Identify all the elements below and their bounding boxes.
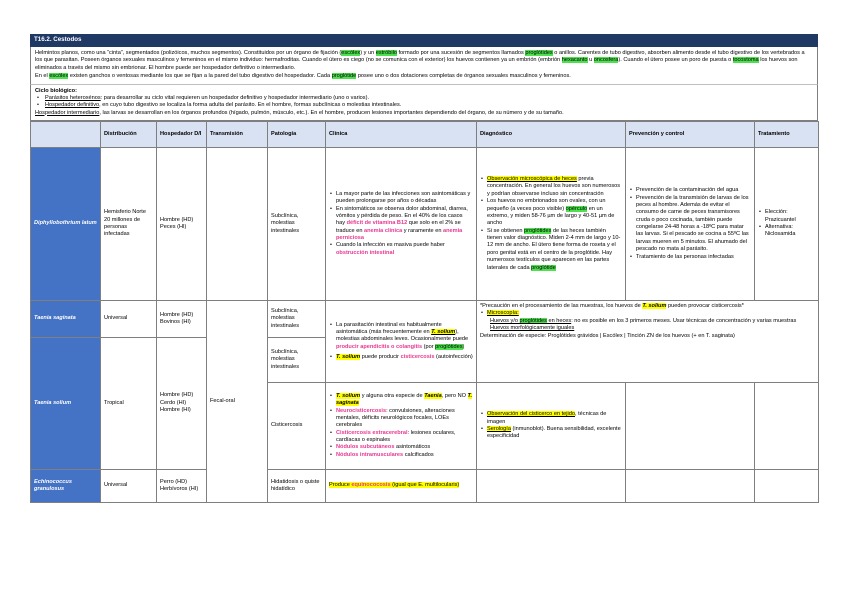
prevencion-item: • Prevención de la contaminación del agua <box>629 187 751 194</box>
species-echinococcus: Echinococcus granulosus <box>31 470 101 503</box>
ciclo-text: , las larvas se desarrollan en los órganos profundos (hígado, pulmón, músculo, etc.). En el hombre, producen lesiones importantes dependiendo del órgano, de su número y de su tamaño. <box>99 109 564 116</box>
header-prevencion: Prevención y control <box>626 122 755 148</box>
pink-term: déficit de vitamina B12 <box>346 220 408 227</box>
highlight-hexacanto: hexacanto <box>561 57 588 64</box>
table-row-taenia-saginata <box>31 301 819 338</box>
diagnostico-item <box>480 176 622 198</box>
pink-term: equinococosis <box>351 482 391 489</box>
prevencion-item: • Prevención de la transmisión de larvas de los peces al hombre. Además de evitar el consumo de carne de peces transmisores cruda o poco cocinada, también puede congelarse 24-48 horas a -18ºC para matar las larvas. Si el pescado se cocina a 55ºC las larvas mueren en 5 minutos. El ahumado del pescado no mata al parásito. <box>629 195 751 254</box>
header-clinica: Clínica <box>326 122 477 148</box>
cell-distribucion: Universal <box>101 470 157 503</box>
intro-text: ). Cuando el útero posee un poro de puesta o <box>618 57 733 64</box>
cell-distribucion: Hemisferio Norte 20 millones de personas infectadas <box>101 148 157 301</box>
table-row-echinococcus <box>31 470 819 503</box>
header-distribucion: Distribución <box>101 122 157 148</box>
prevencion-item: • Tratamiento de las personas infectadas <box>629 254 751 261</box>
clinica-item <box>329 322 473 352</box>
cell-hospedador: Hombre (HD) Peces (HI) <box>157 148 207 301</box>
cell-tratamiento <box>755 383 819 470</box>
intro-text: En el <box>35 73 50 80</box>
diagnostico-item <box>480 426 622 441</box>
clinica-item <box>329 408 473 430</box>
ciclo-list <box>35 95 813 110</box>
yellow-term: T. solium <box>431 328 456 335</box>
header-tratamiento: Tratamiento <box>755 122 819 148</box>
intro-text: u <box>587 57 594 64</box>
yellow-term: T. solium <box>336 392 361 399</box>
clinica-item <box>329 444 473 451</box>
cell-diagnostico <box>477 383 626 470</box>
ciclo-label: Hospedador definitivo <box>45 102 100 109</box>
cell-distribucion: Universal <box>101 301 157 338</box>
cell-clinica <box>326 301 477 383</box>
cestodos-table <box>30 121 819 503</box>
highlight-proglotide: proglótide <box>331 73 357 80</box>
header-hospedador: Hospedador D/I <box>157 122 207 148</box>
cell-patologia: Cisticercosis <box>268 383 326 470</box>
text: que solo en el 2% se traduce en <box>336 220 461 234</box>
header-patologia: Patología <box>268 122 326 148</box>
intro-paragraph-2 <box>35 73 813 80</box>
clinica-item <box>329 242 473 257</box>
cell-clinica <box>326 470 477 503</box>
intro-text: existen ganchos o ventosas mediante los que se fijan a la pared del tubo digestivo del hospedador. Cada <box>68 73 332 80</box>
pink-term: producir apendicitis o colangitis <box>336 343 423 350</box>
intro-text: los huevos son eliminados a través del mismo sin embrionar. El hombre puede ser hospedador definitivo o intermediario. <box>35 57 798 71</box>
yellow-term: T. solium <box>642 303 667 309</box>
species-taenia-saginata: Taenia saginata <box>31 301 101 338</box>
text: (autoinfección) <box>434 354 473 361</box>
green-term: proglótides <box>435 343 463 350</box>
table-row-diphyllobothrium <box>31 148 819 301</box>
header-species <box>31 122 101 148</box>
text: ), molestias abdominales leves. Ocasionalmente puede <box>336 328 469 343</box>
cell-prevencion <box>626 148 755 301</box>
cell-clinica <box>326 148 477 301</box>
ciclo-item <box>35 95 813 102</box>
cell-distribucion: Tropical <box>101 338 157 470</box>
diag-sub: Huevos morfológicamente iguales <box>490 325 575 332</box>
tratamiento-item: • Elección: Prazicuantel <box>758 209 815 224</box>
diagnostico-item <box>480 228 622 272</box>
text: pueden provocar cisticercosis* <box>666 303 744 309</box>
cell-diagnostico <box>477 148 626 301</box>
highlight-scolex: escólex <box>49 73 69 80</box>
cell-tratamiento <box>755 148 819 301</box>
intro-paragraph-1 <box>35 50 813 72</box>
highlight-estrobilo: estróbilo <box>375 50 397 56</box>
document-page <box>30 34 818 567</box>
text: La parasitación intestinal es habitualmente asintomática (más frecuentemente en <box>336 321 442 335</box>
cell-hospedador: Hombre (HD) Cerdo (HI) Hombre (HI) <box>157 338 207 470</box>
yellow-term: Microscopía: <box>487 310 519 317</box>
cell-prevencion <box>626 470 755 503</box>
table-header-row <box>31 122 819 148</box>
ciclo-item <box>35 102 813 109</box>
text: calcificados <box>403 451 434 458</box>
diag-intro <box>480 303 815 310</box>
text: en heces <box>546 317 572 324</box>
ciclo-section <box>30 84 818 122</box>
cell-prevencion <box>626 383 755 470</box>
green-term: proglótides <box>519 317 547 324</box>
text: de las heces también tienen valor diagnóstico. Miden 2-4 mm de largo y 10-12 mm de ancho. El útero tiene forma de roseta y el poro genital está en el centro de la proglótide. Hay numerosos testículos que aparecen en las partes laterales de cada <box>487 227 621 271</box>
text: ) <box>462 343 465 350</box>
ciclo-label: Parásitos heteroxénos <box>45 94 101 101</box>
ciclo-line-3 <box>35 110 813 117</box>
intro-text: posee uno o dos dotaciones completas de órganos sexuales masculinos y femeninos. <box>356 73 571 80</box>
text: en un extremo, y miden 58-76 µm de largo y 40-51 µm de ancho <box>487 205 615 227</box>
pink-term: anemia clínica <box>364 227 403 234</box>
diag-determinacion: Determinación de especie: Proglótides grávidos | Escólex | Tinción ZN de los huevos (+ en T. saginata) <box>480 332 735 339</box>
clinica-item: • La mayor parte de las infecciones son asintomáticas y pueden prolongarse por años o décadas <box>329 191 473 206</box>
diagnostico-item <box>480 411 622 426</box>
highlight-scolex: escólex <box>341 50 361 56</box>
highlight-oncosfera: oncosfera <box>593 57 619 64</box>
species-diphyllobothrium: Diphyllobothrium latum <box>31 148 101 301</box>
cell-diagnostico-shared <box>477 301 819 383</box>
ciclo-text: : para desarrollar su ciclo vital requieren un hospedador definitivo y hospedador intermediario (uno o varios). <box>100 94 370 101</box>
text: Si se obtienen <box>487 227 525 234</box>
tratamiento-item: • Alternativa: Niclosamida <box>758 224 815 239</box>
highlight-tocostoma: tocostoma <box>732 57 759 64</box>
diag-sub <box>480 318 815 325</box>
cell-tratamiento <box>755 470 819 503</box>
yellow-term: Taenia <box>424 392 442 399</box>
intro-text: ) y un <box>360 50 376 56</box>
page-title: T16.2. Cestodos <box>30 34 818 47</box>
text: y raramente en <box>402 227 443 234</box>
cell-patologia: Subclínica, molestias intestinales <box>268 338 326 383</box>
green-term: proglótides <box>524 227 552 234</box>
clinica-item <box>329 206 473 243</box>
cell-hospedador: Perro (HD) Herbívoros (HI) <box>157 470 207 503</box>
diagnostico-item <box>480 198 622 228</box>
pink-term: Cisticercosis extracerebral <box>336 429 408 436</box>
pink-term: anemia perniciosa <box>336 227 463 242</box>
text: , técnicas de imagen <box>487 411 607 425</box>
text: y alguna otra especie de <box>360 392 425 399</box>
text: Los huevos no embrionados son ovales, con un pequeño (a veces poco visible) <box>487 198 606 212</box>
clinica-item <box>329 430 473 445</box>
pink-term: Neurocisticercosis <box>336 407 387 414</box>
cell-transmision <box>207 148 268 301</box>
cell-patologia: Subclínica, molestias intestinales <box>268 148 326 301</box>
clinica-item <box>329 393 473 408</box>
diag-item <box>480 310 815 317</box>
text: puede producir <box>360 354 401 361</box>
text: : lesiones oculares, cardíacas o espinales <box>336 429 456 444</box>
text: previa concentración. En general los huevos son numerosos y podrían observarse incluso sin concentración <box>487 176 621 197</box>
intro-text: Helmintos planos, como una “cinta”, segmentados (polizóicos, muchos segmentos). Constituidos por un órgano de fijación ( <box>35 50 342 56</box>
ciclo-heading: Ciclo biológico: <box>35 87 77 94</box>
text: : no es posible en los 3 primeros meses. Usar técnicas de concentración y varias muestras <box>571 317 797 324</box>
intro-text: formado por una sucesión de segmentos llamados <box>396 50 526 56</box>
ciclo-label: Hospedador intermediario <box>35 109 100 116</box>
cell-hospedador: Hombre (HD) Bovinos (HI) <box>157 301 207 338</box>
text: En sintomáticos se observa dolor abdominal, diarrea, vómitos y pérdida de peso. En el 40% de los casos hay <box>336 205 468 227</box>
pink-term: Nódulos subcutáneos <box>336 444 395 451</box>
clinica-item <box>329 354 473 361</box>
cell-patologia: Subclínica, molestias intestinales <box>268 301 326 338</box>
cell-patologia: Hidatidosis o quiste hidatídico <box>268 470 326 503</box>
text: , pero NO <box>441 392 468 399</box>
intro-text: o anillos. Carentes de tubo digestivo, absorben alimento desde el tubo digestivo de los vertebrados a los que parasitan. Poseen órganos sexuales masculinos y femeninos en el mismo individuo: hermafroditas. Cuando el útero es ciego (no se comunica con el exterior) los huevos contienen ya un embrión (embrión <box>35 50 805 64</box>
yellow-term: T. saginata <box>336 392 473 407</box>
clinica-item <box>329 452 473 459</box>
pink-term: cisticercosis <box>400 354 435 361</box>
ciclo-text: , en cuyo tubo digestivo se localiza la forma adulta del parásito. En el hombre, formas subclínicas o molestias intestinales. <box>99 102 402 109</box>
text: (inmunoblot). Buena sensibilidad, excelente especificidad <box>487 426 621 440</box>
cell-transmision-shared: Fecal-oral <box>207 301 268 503</box>
header-diagnostico: Diagnóstico <box>477 122 626 148</box>
yellow-term: T. solium <box>336 354 361 361</box>
pink-term: Nódulos intramusculares <box>336 451 404 458</box>
yellow-term: Serología <box>487 426 511 432</box>
green-term: proglótide <box>531 264 556 271</box>
text: Huevos y/o <box>490 317 520 324</box>
intro-section <box>30 47 818 84</box>
text: Produce <box>329 482 352 489</box>
highlight-proglotides: proglótides <box>525 50 553 56</box>
text: (por <box>422 343 436 350</box>
green-term: opérculo <box>565 205 588 212</box>
pink-term: obstrucción intestinal <box>336 249 395 256</box>
yellow-term: Observación microscópica de heces <box>487 176 577 183</box>
yellow-term: Observación del cisticerco en tejido <box>487 411 575 418</box>
cell-clinica <box>326 383 477 470</box>
species-taenia-solium: Taenia solium <box>31 338 101 470</box>
text: asintomáticos <box>394 444 431 451</box>
text: Cuando la infección es masiva puede haber <box>336 242 445 249</box>
text: (igual que E. multilocularis) <box>390 482 460 489</box>
text: *Precaución en el procesamiento de las muestras, los huevos de <box>480 303 643 309</box>
header-transmision: Transmisión <box>207 122 268 148</box>
cell-diagnostico <box>477 470 626 503</box>
text: : convulsiones, alteraciones mentales, déficits neurológicos focales, LOEs cerebrales <box>336 407 455 429</box>
